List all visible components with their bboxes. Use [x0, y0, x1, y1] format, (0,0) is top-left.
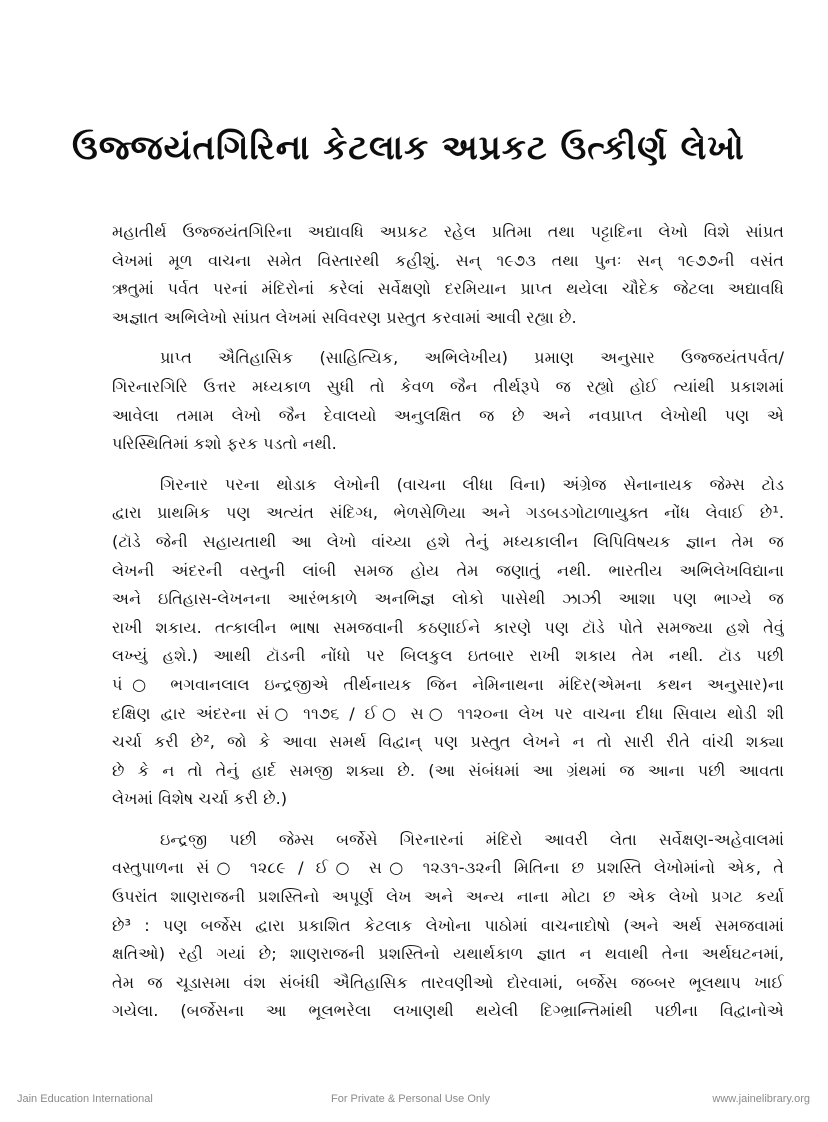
footer-usage-notice: For Private & Personal Use Only	[331, 1093, 490, 1105]
article-body	[112, 218, 784, 1038]
paragraph-3	[112, 471, 784, 814]
text-line: ઉપરાંત શાણરાજની પ્રશસ્તિનો અપૂર્ણ લેખ અને અન્ય નાના મોટા છ એક લેખો પ્રગટ કર્યા	[112, 887, 784, 907]
text-line: લખ્યું હશે.) આથી ટૉડની નોંધો પર બિલકુલ ઇતબાર રાખી શકાય તેમ નથી. ટૉડ પછી	[112, 646, 784, 666]
text-line: ચર્ચા કરી છે², જો કે આવા સમર્થ વિદ્વાન્ પણ પ્રસ્તુત લેખને ન તો સારી રીતે વાંચી શક્યા	[112, 732, 784, 752]
paragraph-4	[112, 826, 784, 1026]
text-line: ઇન્દ્રજી પછી જેમ્સ બર્જેસે ગિરનારનાં મંદિરો આવરી લેતા સર્વેક્ષણ-અહેવાલમાં	[160, 829, 784, 849]
text-line: ગિરનારગિરિ ઉત્તર મધ્યકાળ સુધી તો કેવળ જૈન તીર્થરૂપે જ રહ્યો હોઈ ત્યાંથી પ્રકાશમાં	[112, 376, 784, 396]
text-line: લેખમાં મૂળ વાચના સમેત વિસ્તારથી કહીશું. સન્ ૧૯૭૩ તથા પુનઃ સન્ ૧૯૭૭ની વસંત	[112, 250, 784, 270]
text-line: (ટૉડે જેની સહાયતાથી આ લેખો વાંચ્યા હશે તેનું મધ્યકાલીન લિપિવિષયક જ્ઞાન તેમ જ	[112, 531, 784, 551]
text-line: આવેલા તમામ લેખો જૈન દેવાલયો અનુલક્ષિત જ છે અને નવપ્રાપ્ત લેખોથી પણ એ	[112, 405, 784, 425]
text-line: ક્ષતિઓ) રહી ગયાં છે; શાણરાજની પ્રશસ્તિનો યથાર્થકાળ જ્ઞાત ન થવાથી તેના અર્થઘટનમાં,	[112, 944, 784, 964]
text-line: લેખમાં વિશેષ ચર્ચા કરી છે.)	[112, 789, 288, 809]
text-line: વસ્તુપાળના સં○ ૧૨૮૯ / ઈ○ સ○ ૧૨૩૧-૩૨ની મિતિના છ પ્રશસ્તિ લેખોમાંનો એક, તે	[112, 858, 784, 878]
text-line: લેખની અંદરની વસ્તુની લાંબી સમજ હોય તેમ જણાતું નથી. ભારતીય અભિલેખવિદ્યાના	[112, 560, 784, 580]
footer-publisher: Jain Education International	[17, 1093, 153, 1105]
page-footer	[0, 1093, 828, 1111]
text-line: ઋતુમાં પર્વત પરનાં મંદિરોનાં કરેલાં સર્વેક્ષણો દરમિયાન પ્રાપ્ત થયેલા ચૌદેક જેટલા અદ્યાવધિ	[112, 279, 784, 299]
text-line: અને ઇતિહાસ-લેખનના આરંભકાળે અનભિજ્ઞ લોકો પાસેથી ઝાઝી આશા પણ ભાગ્યે જ	[112, 589, 784, 609]
footer-website-link[interactable]: www.jainelibrary.org	[712, 1093, 810, 1105]
text-line: પ્રાપ્ત ઐતિહાસિક (સાહિત્યિક, અભિલેખીય) પ્રમાણ અનુસાર ઉજ્જયંતપર્વત/	[160, 348, 784, 368]
text-line: છે કે ન તો તેનું હાર્દ સમજી શક્યા છે. (આ સંબંધમાં આ ગ્રંથમાં જ આના પછી આવતા	[112, 760, 784, 780]
text-line: અજ્ઞાત અભિલેખો સાંપ્રત લેખમાં સવિવરણ પ્રસ્તુત કરવામાં આવી રહ્યા છે.	[112, 307, 577, 327]
text-line: મહાતીર્થ ઉજ્જયંતગિરિના અદ્યાવધિ અપ્રકટ રહેલ પ્રતિમા તથા પટ્ટાદિના લેખો વિશે સાંપ્રત	[112, 222, 784, 241]
text-line: છે³ : પણ બર્જેસ દ્વારા પ્રકાશિત કેટલાક લેખોના પાઠોમાં વાચનાદોષો (અને અર્થ સમજવામાં	[112, 915, 784, 935]
text-line: પં○ ભગવાનલાલ ઇન્દ્રજીએ તીર્થનાયક જિન નેમિનાથના મંદિર(એમના કથન અનુસાર)ના	[112, 674, 784, 694]
text-line: દક્ષિણ દ્વાર અંદરના સં○ ૧૧૭૬ / ઈ○ સ○ ૧૧૨૦ના લેખ પર વાચના દીધા સિવાય થોડી શી	[112, 703, 784, 723]
text-line: દ્વારા પ્રાથમિક પણ અત્યંત સંદિગ્ધ, ભેળસેળિયા અને ગડબડગોટાળાયુક્ત નોંધ લેવાઈ છે¹.	[112, 503, 784, 523]
text-line: પરિસ્થિતિમાં કશો ફરક પડતો નથી.	[112, 434, 337, 454]
text-line: ગયેલા. (બર્જેસના આ ભૂલભરેલા લખાણથી થયેલી દિગ્ભ્રાન્તિમાંથી પછીના વિદ્વાનોએ	[112, 1001, 784, 1021]
paragraph-2	[112, 344, 784, 458]
paragraph-1	[112, 218, 784, 332]
page-title: ઉજ્જયંતગિરિના કેટલાક અપ્રકટ ઉત્કીર્ણ લેખો	[72, 128, 745, 168]
text-line: રાખી શકાય. તત્કાલીન ભાષા સમજવાની કઠણાઈને કારણે પણ ટૉડે પોતે સમજ્યા હશે તેવું	[112, 617, 784, 637]
text-line: ગિરનાર પરના થોડાક લેખોની (વાચના લીધા વિના) અંગ્રેજ સેનાનાયક જેમ્સ ટોડ	[160, 474, 784, 494]
text-line: તેમ જ ચૂડાસમા વંશ સંબંધી ઐતિહાસિક તારવણીઓ દોરવામાં, બર્જેસ જબ્બર ભૂલથાપ ખાઈ	[112, 972, 784, 992]
